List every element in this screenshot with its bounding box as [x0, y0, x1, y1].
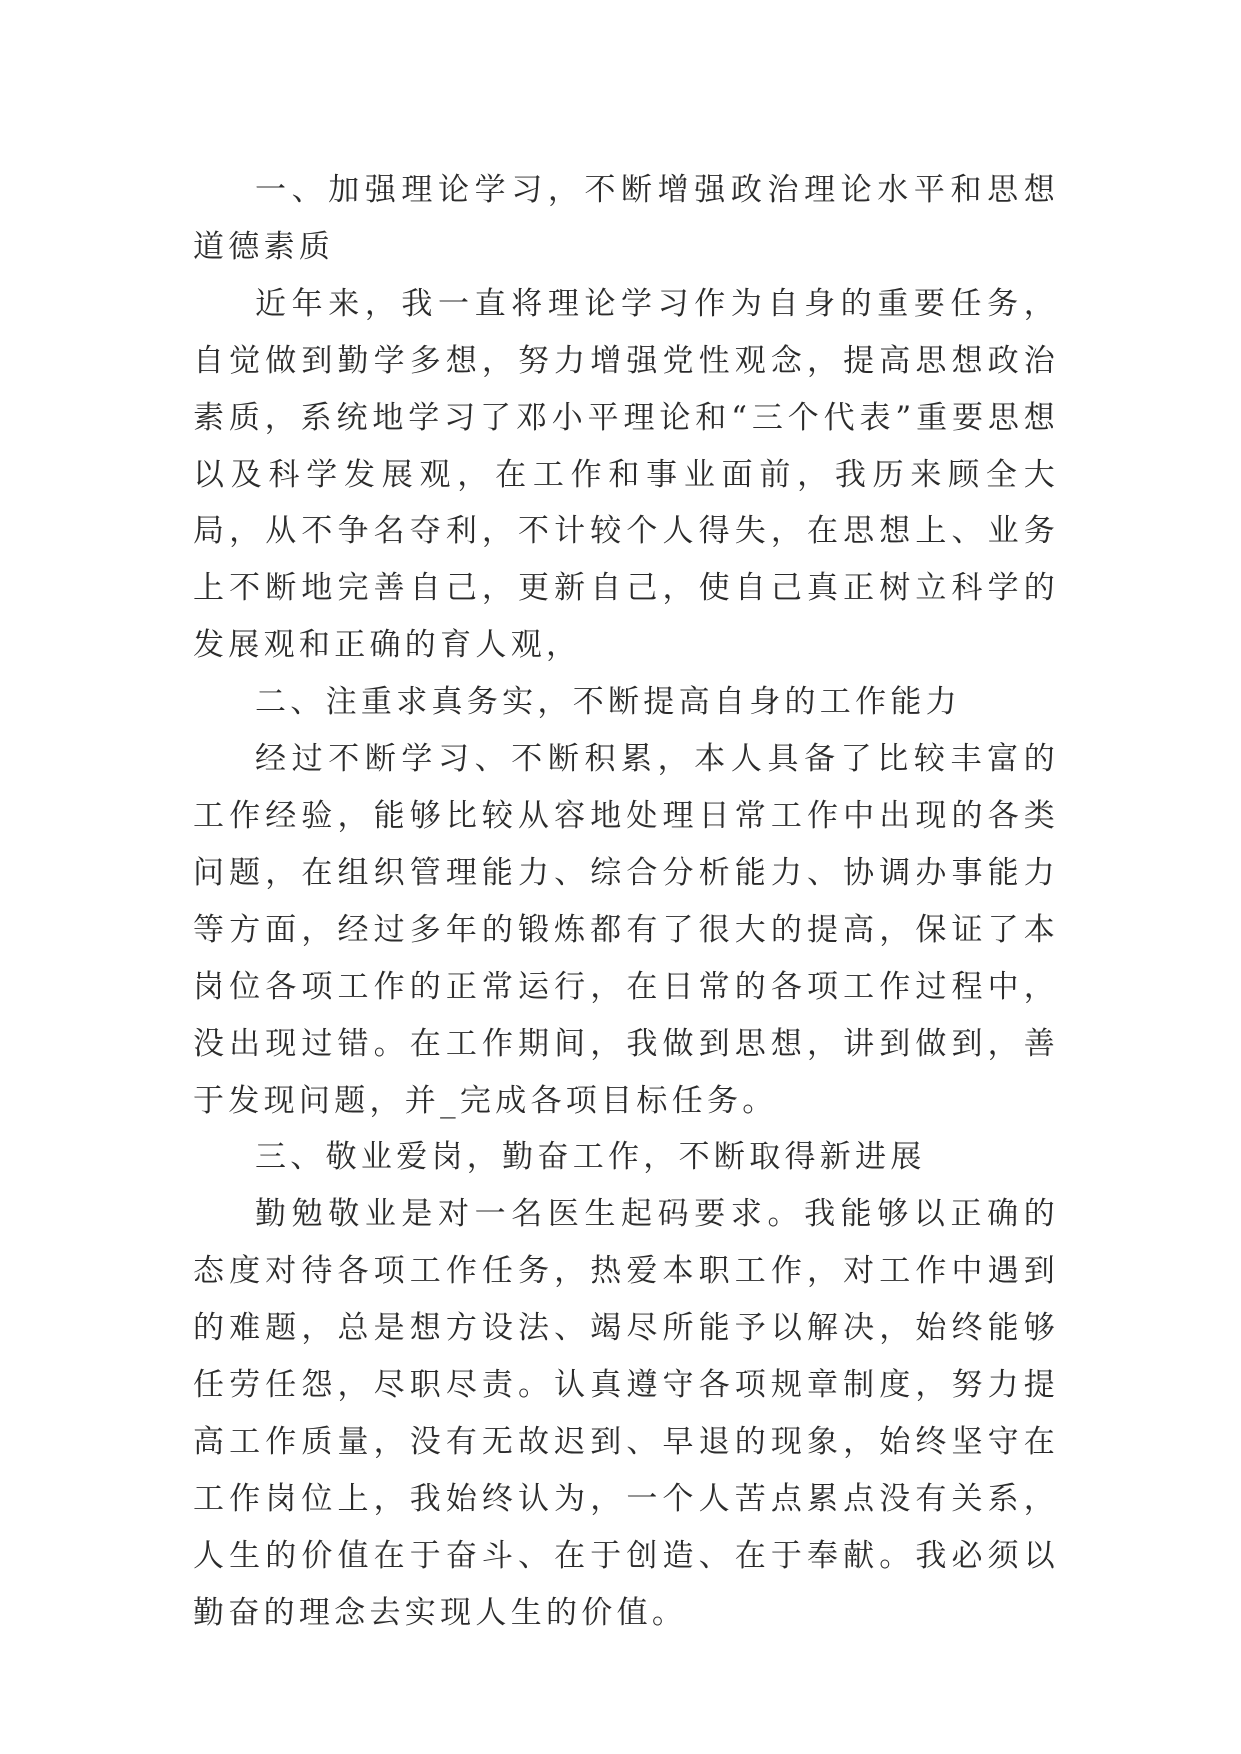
- document-body: [193, 162, 1059, 1642]
- section-heading-2: 二、注重求真务实，不断提高自身的工作能力: [255, 684, 961, 721]
- section-heading-1: 一、加强理论学习，不断增强政治理论水平和思想道德素质: [193, 172, 1059, 265]
- paragraph-dedication: 勤勉敬业是对一名医生起码要求。我能够以正确的态度对待各项工作任务，热爱本职工作，对工作中遇到的难题，总是想方设法、竭尽所能予以解决，始终能够任劳任怨，尽职尽责。认真遵守各项规章制度，努力提高工作质量，没有无故迟到、早退的现象，始终坚守在工作岗位上，我始终认为，一个人苦点累点没有关系，人生的价值在于奋斗、在于创造、在于奉献。我必须以勤奋的理念去实现人生的价值。: [193, 1196, 1059, 1631]
- section-heading-3: 三、敬业爱岗，勤奋工作，不断取得新进展: [255, 1139, 926, 1176]
- paragraph-theory-study: 近年来，我一直将理论学习作为自身的重要任务，自觉做到勤学多想，努力增强党性观念，提高思想政治素质，系统地学习了邓小平理论和“三个代表”重要思想以及科学发展观，在工作和事业面前，我历来顾全大局，从不争名夺利，不计较个人得失，在思想上、业务上不断地完善自己，更新自己，使自己真正树立科学的发展观和正确的育人观，: [193, 285, 1059, 664]
- paragraph-work-ability: 经过不断学习、不断积累，本人具备了比较丰富的工作经验，能够比较从容地处理日常工作中出现的各类问题，在组织管理能力、综合分析能力、协调办事能力等方面，经过多年的锻炼都有了很大的提高，保证了本岗位各项工作的正常运行，在日常的各项工作过程中，没出现过错。在工作期间，我做到思想，讲到做到，善于发现问题，并_完成各项目标任务。: [193, 741, 1059, 1119]
